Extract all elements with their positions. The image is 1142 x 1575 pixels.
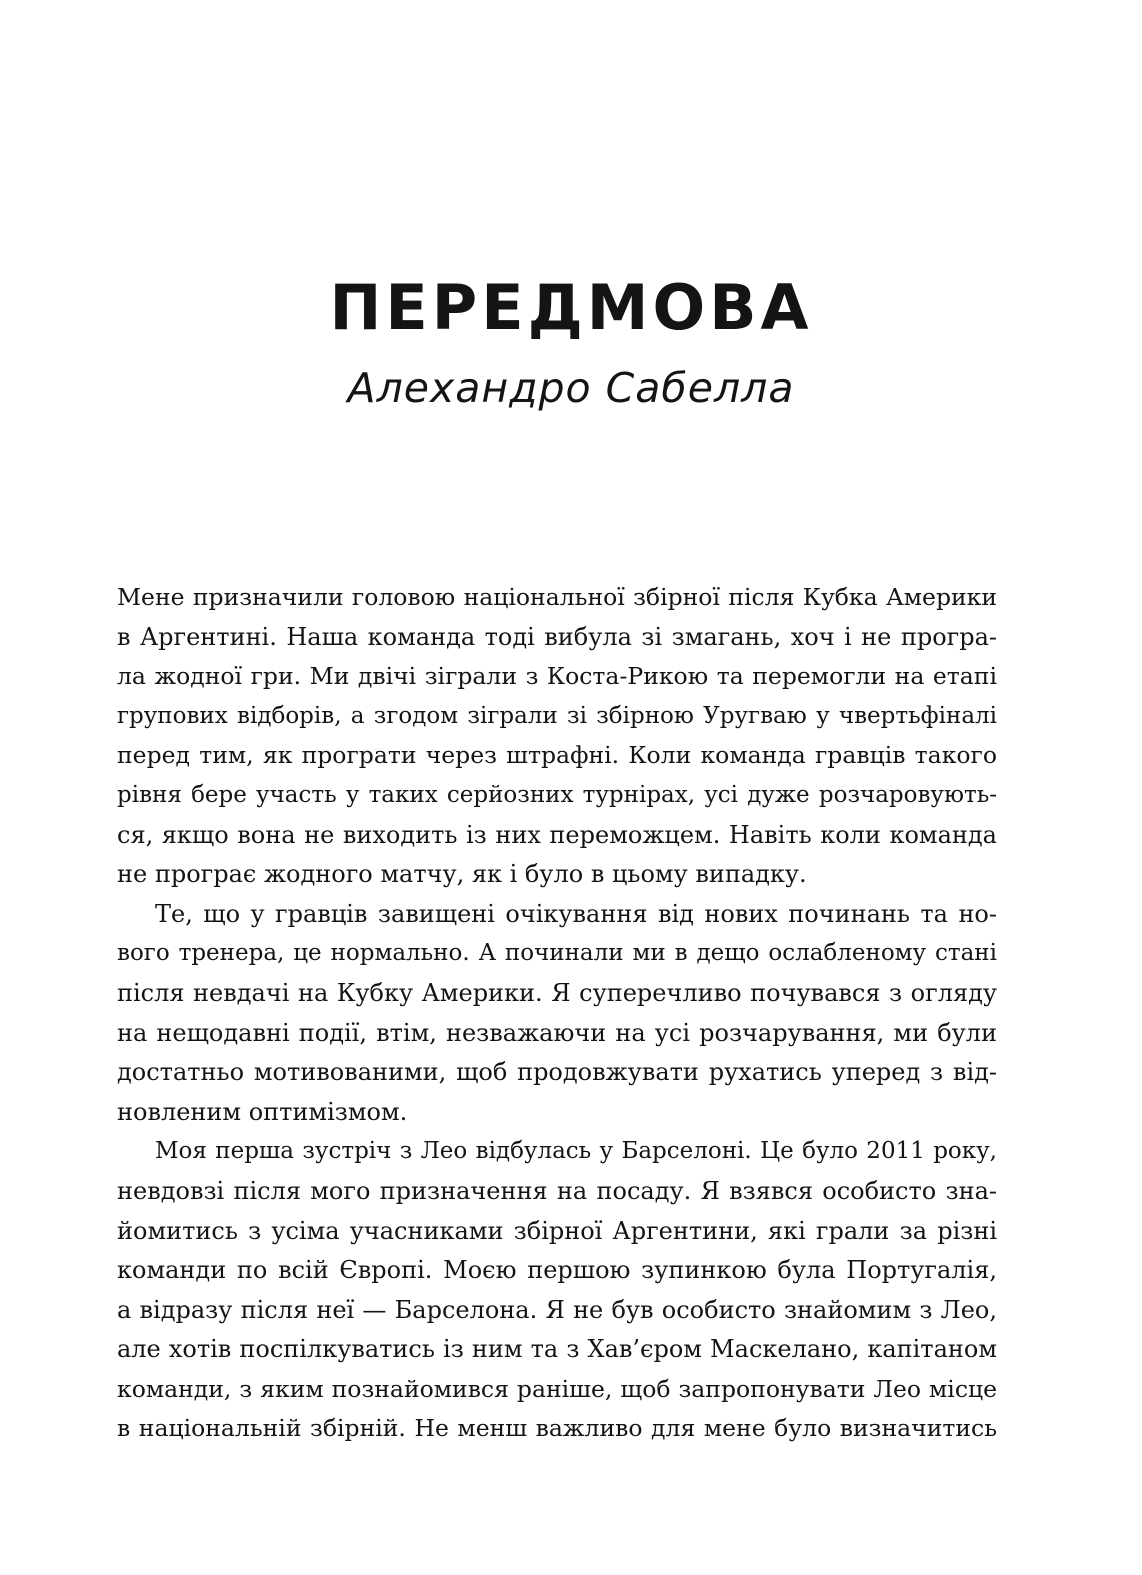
text-line: на нещодавні події, втім, незважаючи на усі розчарування, ми були [117,1018,997,1047]
text-line: ся, якщо вона не виходить із них переможцем. Навіть коли команда [117,820,997,849]
text-line: рівня бере участь у таких серйозних турнірах, усі дуже розчаровують- [117,781,997,808]
text-line: достатньо мотивованими, щоб продовжувати рухатись уперед з від- [117,1058,997,1087]
text-line: але хотів поспілкуватись із ним та з Хав’єром Маскелано, капітаном [117,1335,997,1364]
text-line: вого тренера, це нормально. А починали ми в дещо ослабленому стані [117,940,997,967]
text-line: а відразу після неї — Барселона. Я не був особисто знайомим з Лео, [117,1295,997,1324]
text-line: після невдачі на Кубку Америки. Я суперечливо почувався з огляду [117,978,997,1007]
text-line: невдовзі після мого призначення на посаду. Я взявся особисто зна- [117,1176,997,1205]
text-line: Мене призначили головою національної збірної після Кубка Америки [117,583,997,611]
text-line: команди, з яким познайомився раніше, щоб запропонувати Лео місце [117,1374,997,1403]
text-line: Моя перша зустріч з Лео відбулась у Барселоні. Це було 2011 року, [155,1138,997,1165]
text-line: в Аргентині. Наша команда тоді вибула зі змагань, хоч і не програ- [117,622,997,651]
text-line: йомитись з усіма учасниками збірної Аргентини, які грали за різні [117,1216,997,1245]
text-line: групових відборів, а згодом зіграли зі збірною Уругваю у чвертьфіналі [117,702,997,729]
text-line: не програє жодного матчу, як і було в цьому випадку. [117,860,807,889]
chapter-title: ПЕРЕДМОВА [329,271,813,344]
body-text [117,578,997,1449]
chapter-author: Алехандро Сабелла [347,364,795,412]
text-line: команди по всій Європі. Моєю першою зупинкою була Португалія, [117,1256,997,1285]
text-line: ла жодної гри. Ми двічі зіграли з Коста-Рикою та перемогли на етапі [117,662,997,691]
text-line: Те, що у гравців завищені очікування від нових починань та но- [155,899,997,928]
text-line: новленим оптимізмом. [117,1097,408,1126]
text-line: в національній збірній. Не менш важливо для мене було визначитись [117,1414,997,1443]
text-line: перед тим, як програти через штрафні. Коли команда гравців такого [117,741,997,770]
